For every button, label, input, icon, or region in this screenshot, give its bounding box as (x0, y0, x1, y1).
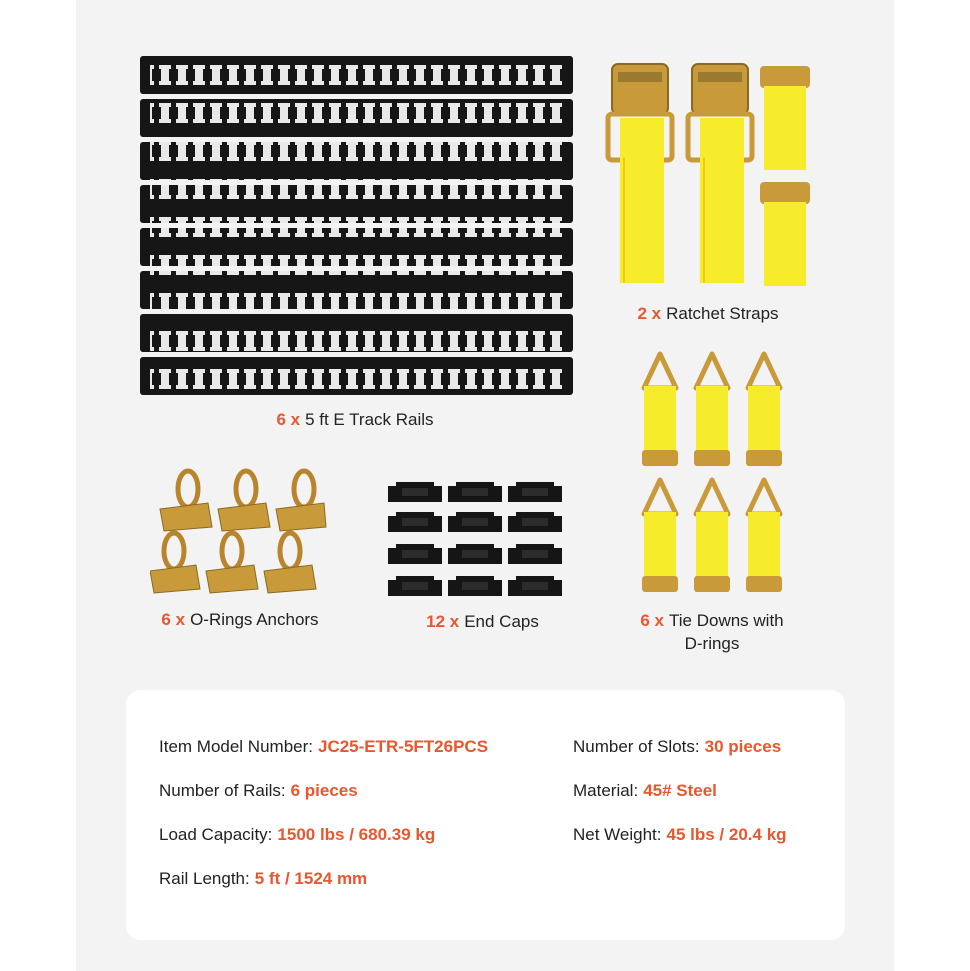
end-cap-12 (508, 576, 562, 596)
spec-label: Load Capacity: (159, 825, 273, 844)
rail-1 (140, 56, 573, 94)
rail-6 (140, 271, 573, 309)
tie-down-4 (642, 480, 678, 592)
end-cap-3 (508, 482, 562, 502)
endcaps-qty: 12 x (426, 612, 460, 631)
o-ring-anchors-image (150, 465, 330, 605)
endcaps-label: End Caps (464, 612, 539, 631)
tie-down-6 (746, 480, 782, 592)
spec-value: 6 pieces (290, 781, 358, 800)
e-track-rails-image (140, 56, 575, 396)
rail-7 (140, 314, 573, 352)
o-ring-anchor-5 (206, 533, 258, 593)
spec-label: Item Model Number: (159, 737, 313, 756)
spec-rail-length (159, 869, 367, 889)
tie-down-2 (694, 354, 730, 466)
tie-down-5 (694, 480, 730, 592)
rail-8 (140, 357, 573, 395)
rails-label: 5 ft E Track Rails (305, 410, 434, 429)
specifications-card (126, 690, 845, 940)
spec-value: 30 pieces (704, 737, 782, 756)
rails-caption (230, 410, 480, 430)
spec-value: JC25-ETR-5FT26PCS (318, 737, 489, 756)
spec-label: Net Weight: (573, 825, 662, 844)
end-cap-10 (388, 576, 442, 596)
o-ring-anchor-3 (276, 471, 326, 531)
spec-label: Rail Length: (159, 869, 250, 888)
spec-label: Material: (573, 781, 639, 800)
end-cap-9 (508, 544, 562, 564)
tie-down-1 (642, 354, 678, 466)
tiedowns-label: Tie Downs with (669, 611, 784, 630)
straps-qty: 2 x (637, 304, 662, 323)
spec-value: 5 ft / 1524 mm (254, 869, 368, 888)
tiedowns-qty: 6 x (640, 611, 664, 630)
end-cap-1 (388, 482, 442, 502)
orings-label: O-Rings Anchors (190, 610, 319, 629)
spec-number-of-rails (159, 781, 358, 801)
rail-3 (140, 142, 573, 180)
spec-number-of-slots (573, 737, 781, 757)
strap-end-1 (760, 66, 810, 170)
ratchet-straps-image (600, 58, 820, 290)
rail-5 (140, 228, 573, 266)
tiedowns-caption (612, 609, 812, 655)
end-caps-image (388, 480, 566, 600)
endcaps-caption (395, 612, 570, 632)
ratchet-strap-2 (688, 64, 752, 283)
spec-material (573, 781, 717, 801)
rail-4 (140, 185, 573, 223)
end-cap-6 (508, 512, 562, 532)
straps-label: Ratchet Straps (666, 304, 779, 323)
tie-downs-image (636, 350, 796, 598)
o-ring-anchor-2 (218, 471, 270, 531)
o-ring-anchor-4 (150, 533, 200, 593)
ratchet-strap-1 (608, 64, 672, 283)
spec-value: 1500 lbs / 680.39 kg (277, 825, 436, 844)
straps-caption (608, 304, 808, 324)
end-cap-4 (388, 512, 442, 532)
end-cap-5 (448, 512, 502, 532)
end-cap-2 (448, 482, 502, 502)
strap-end-2 (760, 182, 810, 286)
spec-net-weight (573, 825, 787, 845)
spec-value: 45# Steel (643, 781, 717, 800)
orings-qty: 6 x (161, 610, 186, 629)
orings-caption (140, 610, 340, 630)
spec-model-number (159, 737, 488, 757)
end-cap-8 (448, 544, 502, 564)
o-ring-anchor-6 (264, 533, 316, 593)
spec-label: Number of Slots: (573, 737, 700, 756)
spec-load-capacity (159, 825, 435, 845)
end-cap-7 (388, 544, 442, 564)
tiedowns-label-line2: D-rings (684, 634, 740, 653)
spec-value: 45 lbs / 20.4 kg (666, 825, 787, 844)
end-cap-11 (448, 576, 502, 596)
o-ring-anchor-1 (160, 471, 212, 531)
rail-2 (140, 99, 573, 137)
spec-label: Number of Rails: (159, 781, 286, 800)
rails-qty: 6 x (276, 410, 301, 429)
tie-down-3 (746, 354, 782, 466)
